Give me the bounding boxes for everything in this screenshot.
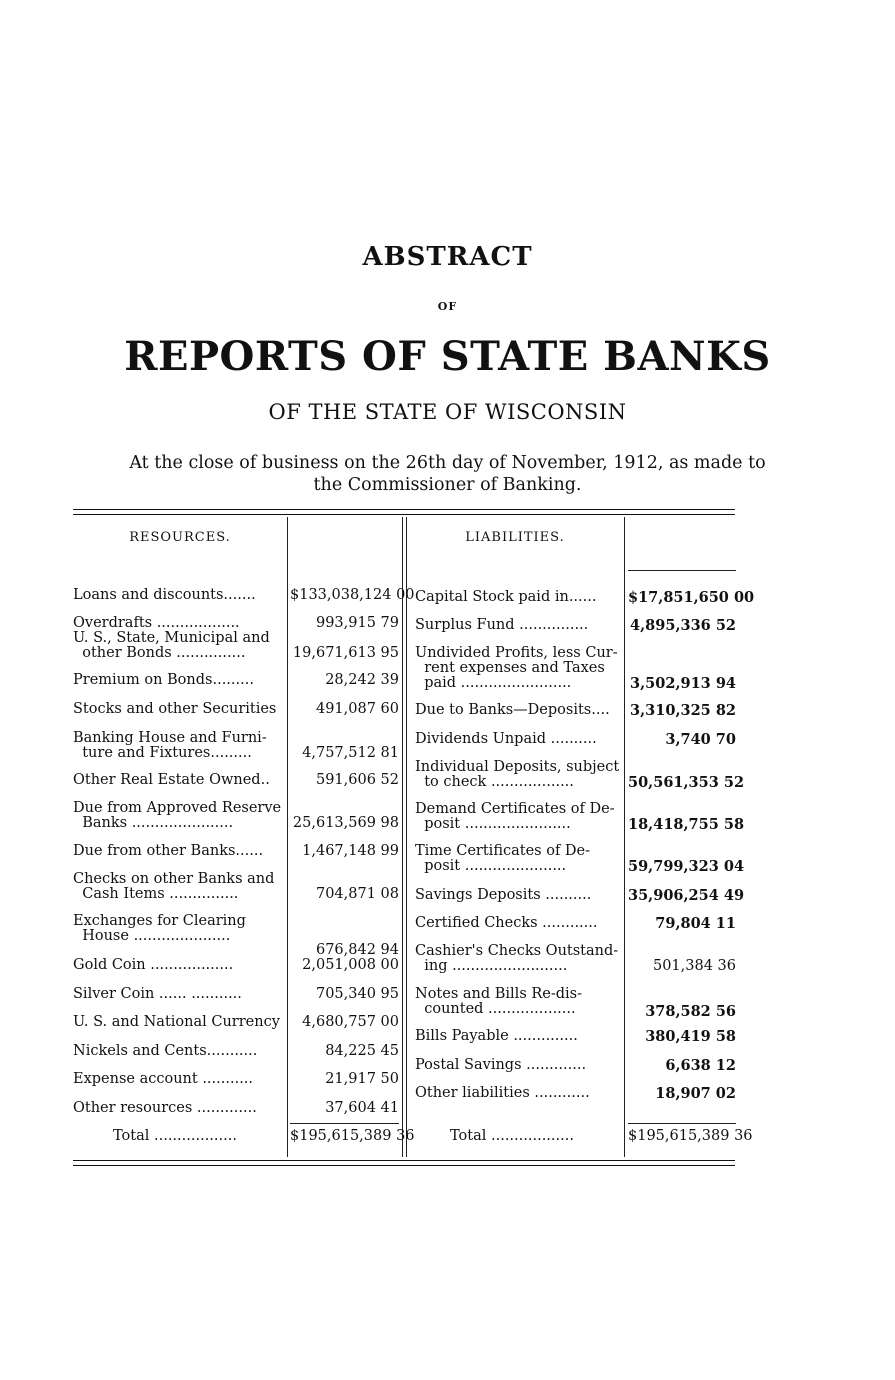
liability-amount: 3,740 70	[665, 731, 736, 748]
resource-amount: 676,842 94	[315, 942, 399, 958]
resource-amount: $133,038,124 00	[290, 587, 415, 603]
resource-amount: 705,340 95	[315, 986, 399, 1002]
resource-amount: 491,087 60	[315, 701, 399, 717]
liability-label: Dividends Unpaid ..........	[415, 731, 597, 747]
resource-amount: 21,917 50	[325, 1071, 399, 1087]
resource-label: Due from Approved Reserve Banks ......................	[73, 800, 282, 831]
resource-amount: 4,680,757 00	[302, 1014, 399, 1030]
liability-amount: 50,561,353 52	[628, 774, 745, 791]
bottom-rule-2	[73, 1165, 735, 1166]
resource-label: Nickels and Cents...........	[73, 1043, 258, 1059]
resource-amount: 1,467,148 99	[302, 843, 399, 859]
liability-label: Capital Stock paid in......	[415, 589, 597, 605]
resource-label: Overdrafts .................. U. S., State, Municipal and other Bonds ...............	[73, 615, 270, 661]
liability-amount: $17,851,650 00	[628, 589, 755, 606]
resource-label: Silver Coin ...... ...........	[73, 986, 242, 1002]
total-label: Total ..................	[450, 1128, 574, 1144]
liability-amount: 59,799,323 04	[628, 858, 745, 875]
liability-label: Due to Banks—Deposits....	[415, 702, 610, 718]
total-underline	[290, 1123, 399, 1124]
liability-label: Surplus Fund ...............	[415, 617, 589, 633]
liability-amount: 18,418,755 58	[628, 816, 745, 833]
column-divider	[402, 517, 403, 1157]
subheading: OF THE STATE OF WISCONSIN	[268, 400, 627, 424]
main-heading: REPORTS OF STATE BANKS	[124, 333, 771, 380]
top-rule-1	[73, 509, 735, 510]
liability-amount: 6,638 12	[665, 1057, 736, 1074]
resource-label: Stocks and other Securities	[73, 701, 277, 717]
resource-label: Gold Coin ..................	[73, 957, 234, 973]
resource-label: Checks on other Banks and Cash Items ...............	[73, 871, 275, 902]
liability-amount: 79,804 11	[655, 915, 736, 932]
liability-amount: 3,502,913 94	[630, 675, 736, 692]
total-amount: $195,615,389 36	[290, 1128, 415, 1144]
liability-label: Other liabilities ............	[415, 1085, 590, 1101]
bottom-rule-1	[73, 1160, 735, 1161]
resource-label: U. S. and National Currency	[73, 1014, 280, 1030]
resource-amount: 28,242 39	[325, 672, 399, 688]
total-label: Total ..................	[113, 1128, 237, 1144]
liability-label: Bills Payable ..............	[415, 1028, 578, 1044]
intro-line-2: the Commissioner of Banking.	[313, 475, 582, 495]
column-divider	[624, 517, 625, 1157]
resource-amount: 25,613,569 98	[292, 815, 399, 831]
resource-amount: 704,871 08	[315, 886, 399, 902]
liability-label: Savings Deposits ..........	[415, 887, 592, 903]
resource-label: Other Real Estate Owned..	[73, 772, 270, 788]
liability-label: Undivided Profits, less Cur- rent expenses and Taxes paid ........................	[415, 645, 618, 691]
column-divider	[287, 517, 288, 1157]
resource-amount: 37,604 41	[325, 1100, 399, 1116]
liability-label: Certified Checks ............	[415, 915, 598, 931]
resource-label: Other resources .............	[73, 1100, 257, 1116]
liability-label: Time Certificates of De- posit ......................	[415, 843, 591, 874]
resource-label: Due from other Banks......	[73, 843, 264, 859]
title-connector: OF	[437, 300, 458, 313]
top-rule-2	[73, 514, 735, 515]
resource-amount: 993,915 79 19,671,613 95	[292, 615, 399, 661]
intro-line-1: At the close of business on the 26th day of November, 1912, as made to	[129, 453, 766, 473]
header-underline	[628, 570, 736, 571]
liability-amount: 378,582 56	[645, 1003, 736, 1020]
liability-label: Cashier's Checks Outstand- ing .........................	[415, 943, 619, 974]
liability-label: Notes and Bills Re-dis- counted ...................	[415, 986, 583, 1017]
liability-label: Individual Deposits, subject to check ..................	[415, 759, 620, 790]
liability-amount: 4,895,336 52	[630, 617, 736, 634]
resource-amount: 2,051,008 00	[302, 957, 399, 973]
liability-amount: 18,907 02	[655, 1085, 736, 1102]
resource-amount: 4,757,512 81	[302, 745, 399, 761]
column-divider	[406, 517, 407, 1157]
liability-amount: 35,906,254 49	[628, 887, 745, 904]
resource-label: Premium on Bonds.........	[73, 672, 254, 688]
resource-label: Loans and discounts.......	[73, 587, 256, 603]
resource-amount: 591,606 52	[315, 772, 399, 788]
resource-amount: 84,225 45	[325, 1043, 399, 1059]
resources-header: RESOURCES.	[129, 530, 231, 545]
resource-label: Exchanges for Clearing House .....................	[73, 913, 246, 944]
document-title: ABSTRACT	[362, 242, 533, 272]
resource-label: Banking House and Furni- ture and Fixtures.........	[73, 730, 267, 761]
liability-amount: 3,310,325 82	[630, 702, 736, 719]
liability-label: Postal Savings .............	[415, 1057, 587, 1073]
liability-label: Demand Certificates of De- posit .......................	[415, 801, 615, 832]
liabilities-header: LIABILITIES.	[465, 530, 565, 545]
total-amount: $195,615,389 36	[628, 1128, 753, 1144]
total-underline	[628, 1123, 736, 1124]
liability-amount: 380,419 58	[645, 1028, 736, 1045]
liability-amount: 501,384 36	[652, 958, 736, 974]
resource-label: Expense account ...........	[73, 1071, 254, 1087]
